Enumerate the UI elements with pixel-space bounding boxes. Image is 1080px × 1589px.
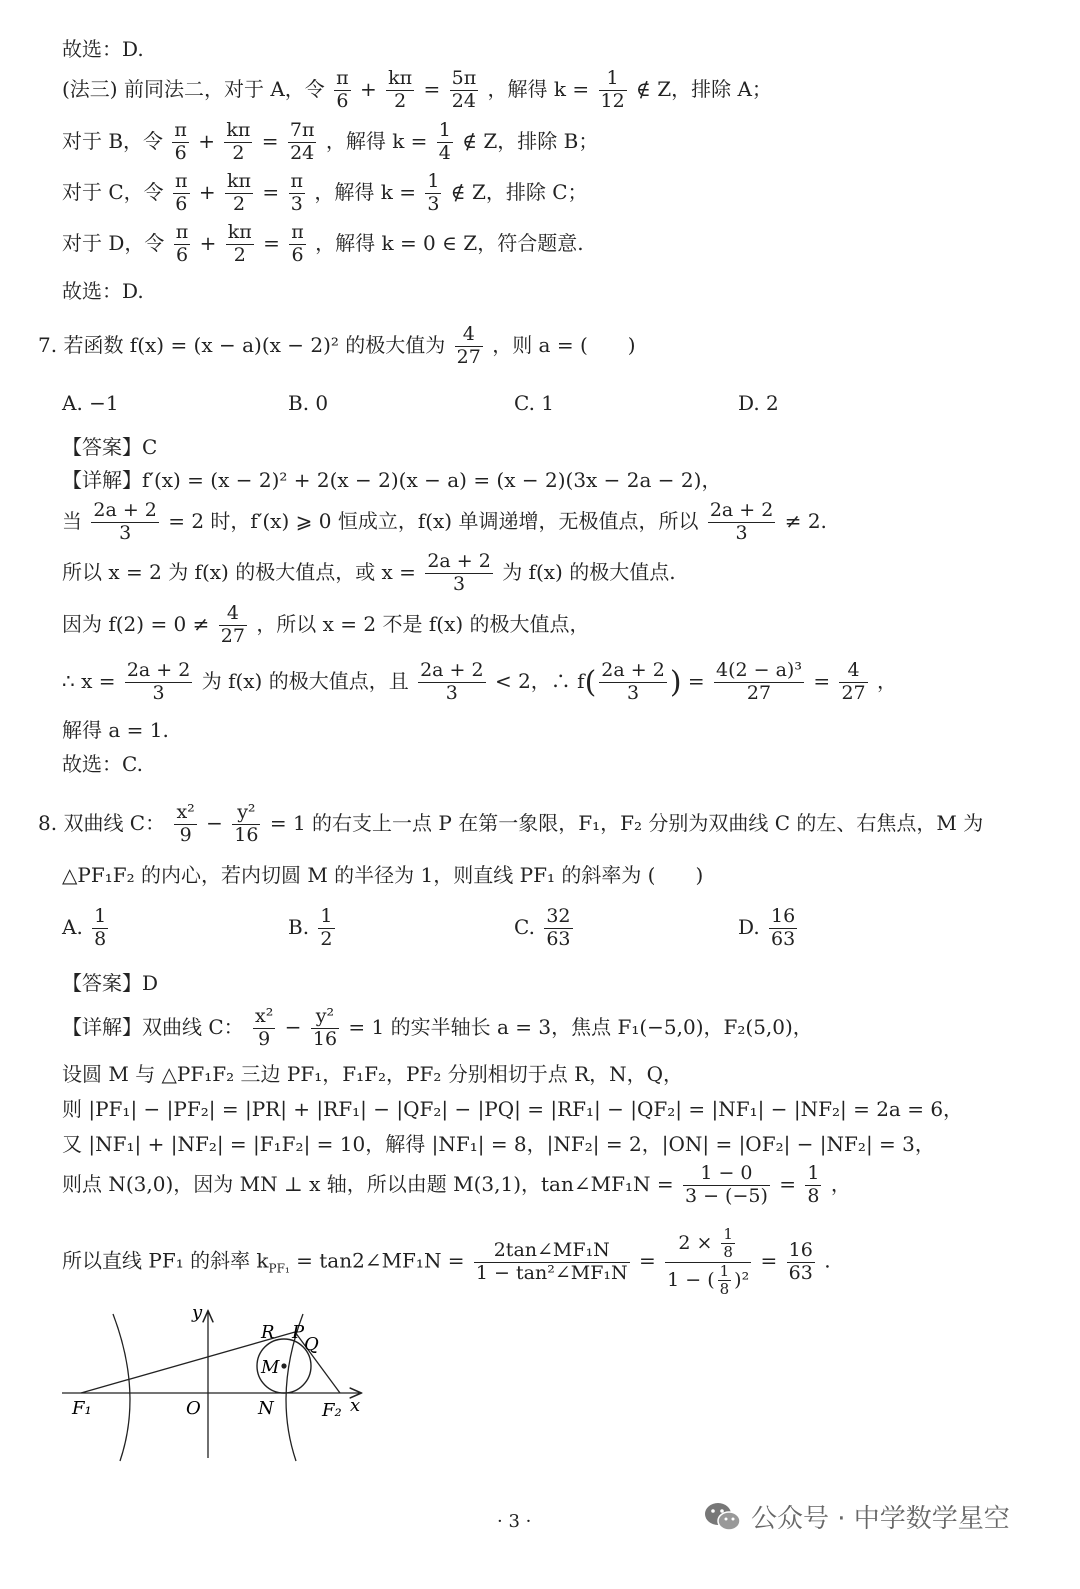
pre-line-3: 对于 B，令 $\frac{\pi}{6}$ + $\frac{k\pi}{2}$ = $\frac{7\pi}{24}$ ，解得 k = $\frac{1}{4}$ ∉ Z，排除 B； [62, 119, 599, 164]
pre-line-1: 故选：D. [62, 37, 144, 61]
frac: $\frac{16}{63}$ [788, 1238, 813, 1284]
frac: $\frac{1 - 0}{3 - (-5)}$ [684, 1162, 768, 1207]
q7-stem: 7. 若函数 f(x) = (x − a)(x − 2)² 的极大值为 $\frac{4}{27}$ ，则 a = ( ) [38, 323, 636, 368]
pre-line-4: 对于 C，令 $\frac{\pi}{6}$ + $\frac{k\pi}{2}$ = $\frac{\pi}{3}$ ，解得 k = $\frac{1}{3}$ ∉ Z，排除 C； [62, 170, 588, 215]
q7-option-b: B. 0 [288, 391, 329, 415]
q7-answer: 【答案】C [62, 435, 158, 459]
frac: $\frac{\text{x²}}{9}$ [176, 801, 195, 846]
q7-solution-2: 当 $\frac{2a + 2}{3}$ = 2 时，f′(x) ⩾ 0 恒成立，f(x) 单调递增，无极值点，所以 $\frac{2a + 2}{3}$ ≠ 2. [62, 499, 827, 544]
frac: $\frac{16}{63}$ [771, 905, 796, 950]
label-f1: F₁ [72, 1398, 92, 1419]
label-o: O [186, 1398, 201, 1419]
frac: $\frac{1}{8}$ [94, 905, 107, 950]
frac: $\frac{k\pi}{2}$ [227, 221, 252, 266]
frac-nested: 2 × $\frac{1}{8}$ 1 − ( $\frac{1}{8}$ )² [667, 1225, 750, 1298]
q7-solution-4: 因为 f(2) = 0 ≠ $\frac{4}{27}$ ，所以 x = 2 不是 f(x) 的极大值点， [62, 602, 590, 647]
frac: $\frac{32}{63}$ [546, 905, 571, 950]
frac: $\frac{5\pi}{24}$ [451, 67, 477, 112]
page-number: · 3 · [497, 1511, 532, 1532]
q8-answer: 【答案】D [62, 971, 159, 995]
frac: $\frac{7\pi}{24}$ [289, 119, 315, 164]
frac: $\frac{\text{y²}}{16}$ [312, 1005, 338, 1050]
frac: $\frac{\pi}{6}$ [175, 170, 188, 215]
frac: $\frac{\pi}{6}$ [336, 67, 349, 112]
q8-option-b: B. $\frac{1}{2}$ [288, 905, 333, 950]
frac: $\frac{\pi}{6}$ [174, 119, 187, 164]
label-q: Q [304, 1334, 319, 1355]
q8-solution-3: 则 |PF₁| − |PF₂| = |PR| + |RF₁| − |QF₂| − |PQ| = |RF₁| − |QF₂| = |NF₁| − |NF₂| = 2a = 6， [62, 1097, 964, 1121]
frac: $\frac{\text{2tan∠MF₁N}}{\text{1 − tan²∠MF₁N}}$ [475, 1238, 628, 1284]
frac: $\frac{1}{3}$ [427, 170, 440, 215]
frac: $\frac{1}{8}$ [807, 1162, 820, 1207]
q7-solution-1: 【详解】f′(x) = (x − 2)² + 2(x − 2)(x − a) = (x − 2)(3x − 2a − 2)， [62, 468, 722, 492]
q8-stem-1: 8. 双曲线 C： $\frac{\text{x²}}{9}$ − $\frac{\text{y²}}{16}$ = 1 的右支上一点 P 在第一象限，F₁，F₂ 分别为双曲线 C 的左、右焦点，M 为 [38, 801, 984, 846]
q7-solution-7: 故选：C. [62, 752, 143, 776]
pre-line-2: (法三) 前同法二，对于 A，令 $\frac{\pi}{6}$ + $\frac{k\pi}{2}$ = $\frac{5\pi}{24}$ ，解得 k = $\frac{1}{12}$ ∉ Z，排除 A； [62, 67, 772, 112]
frac: $\frac{\pi}{6}$ [291, 221, 304, 266]
frac: $\frac{4}{27}$ [456, 323, 481, 368]
frac: $\frac{1}{4}$ [438, 119, 451, 164]
q8-option-a: A. $\frac{1}{8}$ [62, 905, 107, 950]
frac: $\frac{k\pi}{2}$ [388, 67, 413, 112]
frac: $\frac{1}{2}$ [320, 905, 333, 950]
frac: $\frac{k\pi}{2}$ [227, 170, 252, 215]
frac: $\frac{4}{27}$ [841, 659, 866, 704]
frac: $\frac{2a + 2}{3}$ [93, 499, 157, 544]
q8-stem-2: △PF₁F₂ 的内心，若内切圆 M 的半径为 1，则直线 PF₁ 的斜率为 ( ) [62, 863, 704, 887]
label-p: P [292, 1322, 305, 1343]
frac: $\frac{2a + 2}{3}$ [420, 659, 484, 704]
center-m [281, 1363, 286, 1368]
frac: $\frac{\pi}{6}$ [175, 221, 189, 266]
frac: $\frac{2a + 2}{3}$ [427, 550, 491, 595]
frac: $\frac{\text{x²}}{9}$ [255, 1005, 274, 1050]
label-r: R [261, 1322, 275, 1343]
q7-solution-3: 所以 x = 2 为 f(x) 的极大值点，或 x = $\frac{2a + 2}{3}$ 为 f(x) 的极大值点. [62, 550, 676, 595]
label-n: N [258, 1398, 274, 1419]
left-branch [113, 1314, 130, 1461]
q8-solution-5: 则点 N(3,0)，因为 MN ⊥ x 轴，所以由题 M(3,1)，tan∠MF₁N = $\frac{1 - 0}{3 - (-5)}$ = $\frac{1}{8}$ ， [62, 1162, 851, 1207]
label-m: M [261, 1357, 280, 1378]
label-f2: F₂ [322, 1400, 342, 1421]
q8-solution-4: 又 |NF₁| + |NF₂| = |F₁F₂| = 10，解得 |NF₁| = 8，|NF₂| = 2，|ON| = |OF₂| − |NF₂| = 3， [62, 1132, 935, 1156]
q8-solution-6: 所以直线 PF₁ 的斜率 $k_{PF_1}$ = tan2∠MF₁N = $\frac{\text{2tan∠MF₁N}}{\text{1 − tan²∠MF₁N}}$ = 2 × $\frac{1}{8}$ 1 − ( $\frac{1}{8}$ )² = $\frac{16}{63}$ . [62, 1225, 831, 1298]
frac: $\frac{\text{y²}}{16}$ [234, 801, 259, 846]
watermark [703, 1498, 1010, 1535]
frac: $\frac{\text{4(2 − a)³}}{27}$ [716, 659, 802, 704]
q7-option-a: A. −1 [62, 391, 119, 415]
q7-option-d: D. 2 [738, 391, 779, 415]
pre-line-5: 对于 D，令 $\frac{\pi}{6}$ + $\frac{k\pi}{2}$ = $\frac{\pi}{6}$ ，解得 k = 0 ∈ Z，符合题意. [62, 221, 584, 266]
frac: $\frac{1}{12}$ [600, 67, 625, 112]
watermark-text: 公众号 · 中学数学星空 [751, 1504, 1010, 1534]
hyperbola-figure [58, 1296, 378, 1466]
frac: $\frac{k\pi}{2}$ [226, 119, 251, 164]
frac: $\frac{4}{27}$ [220, 602, 245, 647]
frac: $\frac{\pi}{3}$ [290, 170, 304, 215]
q7-option-c: C. 1 [514, 391, 555, 415]
frac: $\frac{2a + 2}{3}$ [709, 499, 774, 544]
label-y: y [192, 1302, 203, 1323]
frac: $\frac{2a + 2}{3}$ [601, 659, 665, 704]
wechat-icon [703, 1500, 743, 1534]
q7-solution-6: 解得 a = 1. [62, 718, 169, 742]
q8-solution-1: 【详解】双曲线 C： $\frac{\text{x²}}{9}$ − $\frac{\text{y²}}{16}$ = 1 的实半轴长 a = 3，焦点 F₁(−5,0)，F₂(5,0)， [62, 1005, 813, 1050]
q8-solution-2: 设圆 M 与 △PF₁F₂ 三边 PF₁，F₁F₂，PF₂ 分别相切于点 R，N，Q， [62, 1062, 684, 1086]
q8-option-d: D. $\frac{16}{63}$ [738, 905, 796, 950]
q8-option-c: C. $\frac{32}{63}$ [514, 905, 571, 950]
label-x: x [350, 1395, 361, 1416]
frac: $\frac{2a + 2}{3}$ [126, 659, 191, 704]
pre-line-6: 故选：D. [62, 279, 144, 303]
q7-solution-5: ∴ x = $\frac{2a + 2}{3}$ 为 f(x) 的极大值点，且 $\frac{2a + 2}{3}$ < 2，∴ f( $\frac{2a + 2}{3}$ ) = $\frac{\text{4(2 − a)³}}{27}$ = $\frac{4}{27}$ ， [62, 659, 897, 704]
